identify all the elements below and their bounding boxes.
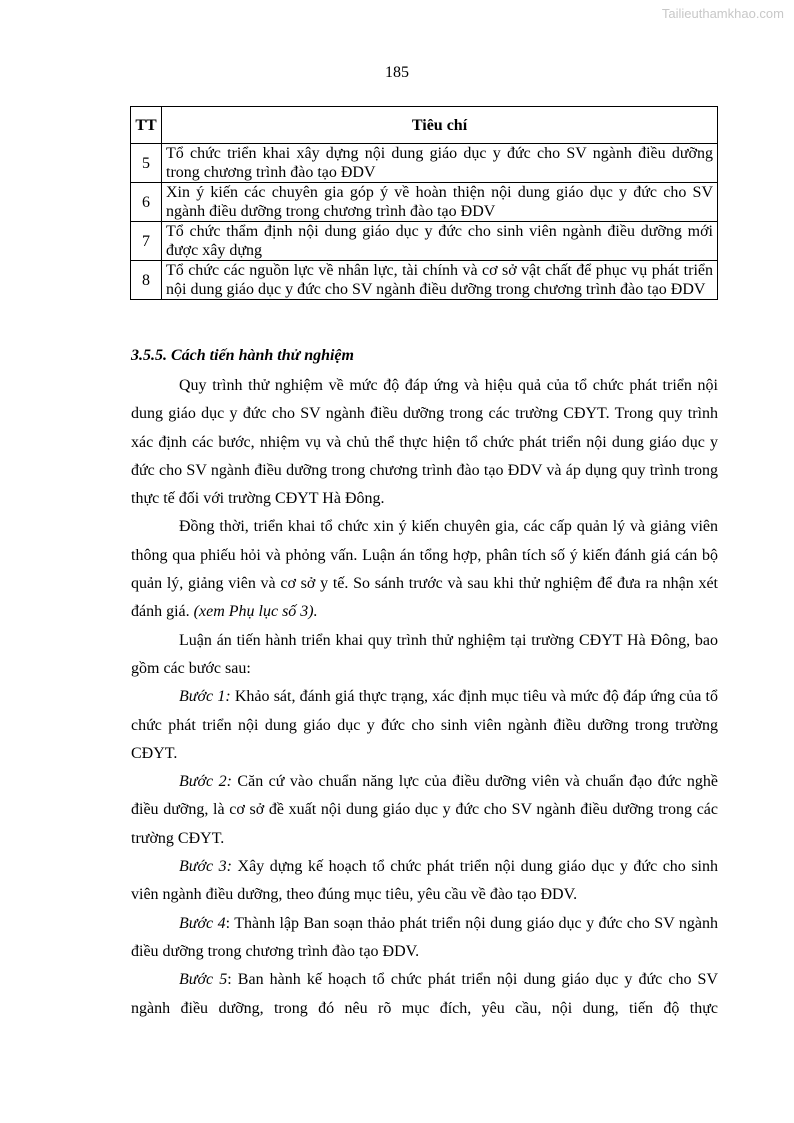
row-criteria: Tổ chức triển khai xây dựng nội dung giáo dục y đức cho SV ngành điều dưỡng trong chương trình đào tạo ĐDV: [162, 144, 718, 183]
table-row: [131, 183, 718, 222]
paragraph: Luận án tiến hành triển khai quy trình thử nghiệm tại trường CĐYT Hà Đông, bao gồm các bước sau:: [131, 631, 718, 677]
step-label: Bước 2:: [179, 773, 232, 791]
step-label: Bước 5: [179, 971, 228, 989]
row-number: 8: [131, 261, 162, 300]
row-number: 7: [131, 222, 162, 261]
step-text: : Ban hành kế hoạch tổ chức phát triển nội dung giáo dục y đức cho SV ngành điều dưỡng, trong đó nêu rõ mục đích, yêu cầu, nội dung, tiến độ thực: [131, 971, 719, 1017]
row-number: 5: [131, 144, 162, 183]
step-paragraph: [131, 966, 718, 1023]
row-number: 6: [131, 183, 162, 222]
step-text: Xây dựng kế hoạch tổ chức phát triển nội dung giáo dục y đức cho sinh viên ngành điều dưỡng, theo đúng mục tiêu, yêu cầu về đào tạo ĐDV.: [131, 858, 719, 904]
table-row: [131, 261, 718, 300]
paragraph-text: Đồng thời, triển khai tổ chức xin ý kiến chuyên gia, các cấp quản lý và giảng viên thông qua phiếu hỏi và phỏng vấn. Luận án tổng hợp, phân tích số ý kiến đánh giá cán bộ quản lý, giảng viên và cơ sở y tế. So sánh trước và sau khi thử nghiệm để đưa ra nhận xét đánh giá.: [131, 518, 718, 621]
step-paragraph: [131, 853, 718, 910]
row-criteria: Tổ chức thẩm định nội dung giáo dục y đức cho sinh viên ngành điều dưỡng mới được xây dựng: [162, 222, 718, 261]
step-paragraph: [131, 910, 718, 967]
header-criteria: Tiêu chí: [162, 107, 718, 144]
step-text: Khảo sát, đánh giá thực trạng, xác định mục tiêu và mức độ đáp ứng của tổ chức phát triển nội dung giáo dục y đức cho sinh viên ngành điều dưỡng trong trường CĐYT.: [131, 688, 719, 762]
row-criteria: Xin ý kiến các chuyên gia góp ý về hoàn thiện nội dung giáo dục y đức cho SV ngành điều dưỡng trong chương trình đào tạo ĐDV: [162, 183, 718, 222]
watermark: Tailieuthamkhao.com: [661, 6, 784, 21]
paragraph: [131, 513, 718, 626]
table-row: [131, 144, 718, 183]
step-label: Bước 3:: [179, 858, 233, 876]
step-text: : Thành lập Ban soạn thảo phát triển nội dung giáo dục y đức cho SV ngành điều dưỡng trong chương trình đào tạo ĐDV.: [131, 914, 719, 960]
section-heading: 3.5.5. Cách tiến hành thử nghiệm: [131, 347, 354, 364]
step-paragraph: [131, 768, 718, 853]
row-criteria: Tổ chức các nguồn lực về nhân lực, tài chính và cơ sở vật chất để phục vụ phát triển nội dung giáo dục y đức cho SV ngành điều dưỡng trong chương trình đào tạo ĐDV: [162, 261, 718, 300]
section-content: [131, 344, 718, 1023]
appendix-reference: (xem Phụ lục số 3).: [193, 603, 318, 621]
step-label: Bước 1:: [179, 688, 231, 706]
criteria-table: [130, 106, 718, 300]
page-number: 185: [385, 64, 409, 81]
header-tt: TT: [131, 107, 162, 144]
table-row: [131, 222, 718, 261]
step-label: Bước 4: [179, 914, 226, 932]
step-paragraph: [131, 683, 718, 768]
table-header-row: [131, 107, 718, 144]
paragraph: Quy trình thử nghiệm về mức độ đáp ứng và hiệu quả của tổ chức phát triển nội dung giáo dục y đức cho SV ngành điều dưỡng trong các trường CĐYT. Trong quy trình xác định các bước, nhiệm vụ và chủ thể thực hiện tổ chức phát triển nội dung giáo dục y đức cho SV ngành điều dưỡng trong chương trình đào tạo ĐDV và áp dụng quy trình trong thực tế đối với trường CĐYT Hà Đông.: [131, 377, 718, 508]
step-text: Căn cứ vào chuẩn năng lực của điều dưỡng viên và chuẩn đạo đức nghề điều dưỡng, là cơ sở đề xuất nội dung giáo dục y đức cho SV ngành điều dưỡng trong các trường CĐYT.: [131, 773, 718, 847]
